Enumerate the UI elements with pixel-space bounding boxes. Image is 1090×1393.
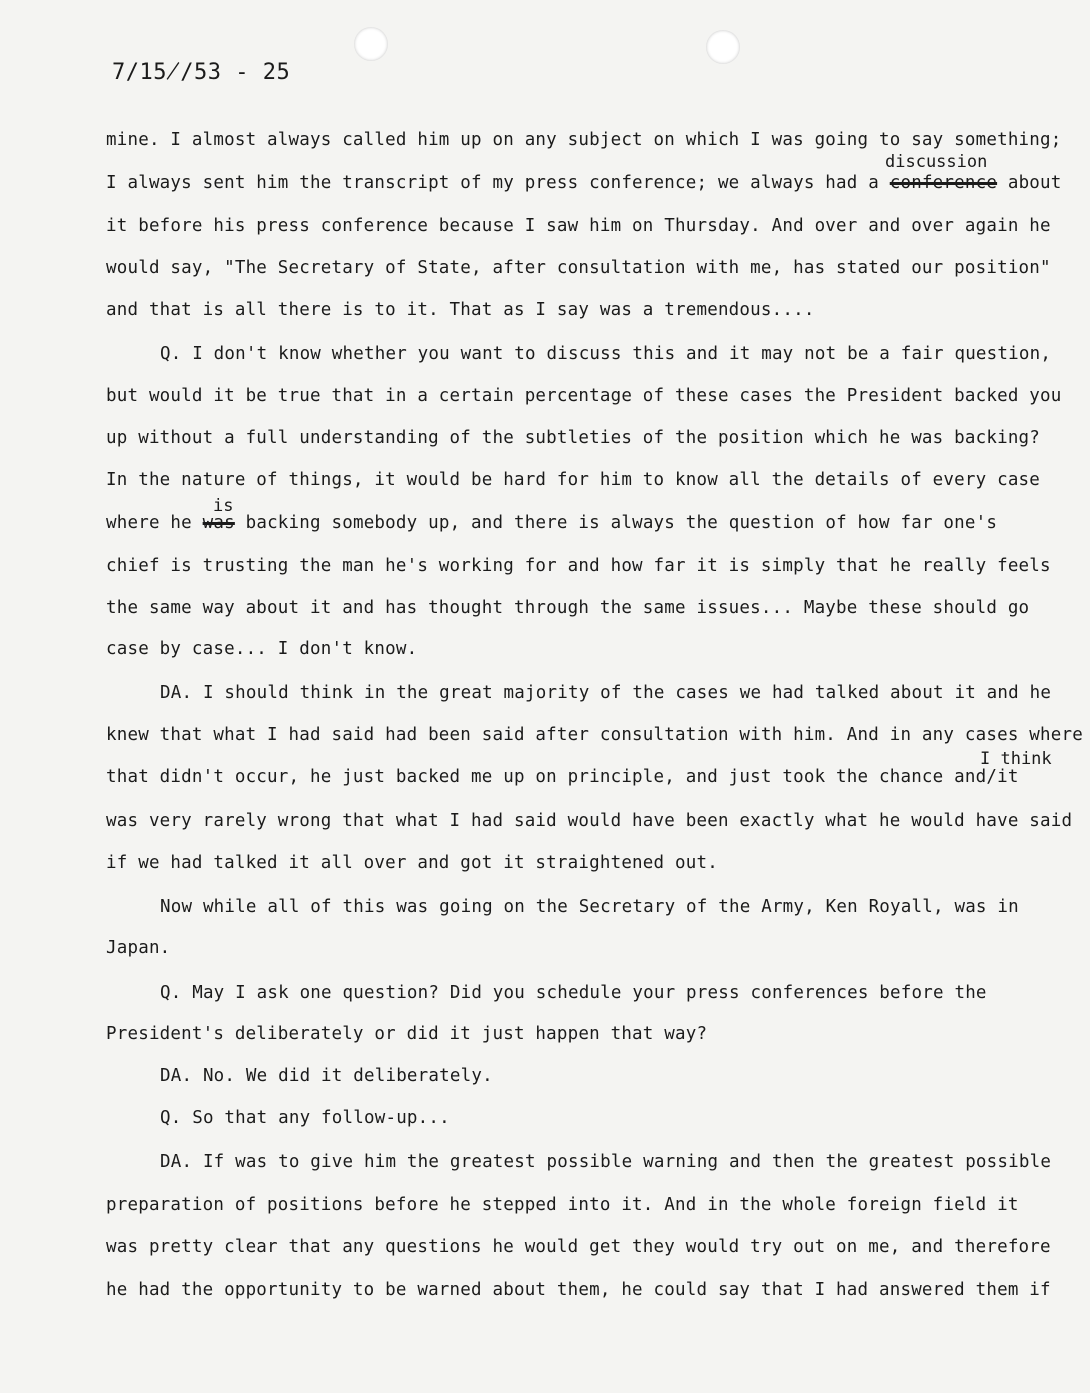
text-line: preparation of positions before he stepped into it. And in the whole foreign field it <box>106 1195 1019 1215</box>
text-line: was pretty clear that any questions he would get they would try out on me, and therefore <box>106 1237 1051 1257</box>
text-line: Q. I don't know whether you want to discuss this and it may not be a fair question, <box>160 344 1052 364</box>
text-line: DA. No. We did it deliberately. <box>160 1066 493 1086</box>
text-line: knew that what I had said had been said after consultation with him. And in any cases where <box>106 725 1083 745</box>
struck-text: was <box>202 513 235 533</box>
text-line: that didn't occur, he just backed me up on principle, and just took the chance and/it <box>106 767 1019 787</box>
text-line: was very rarely wrong that what I had said would have been exactly what he would have said <box>106 811 1073 831</box>
text-segment: backing somebody up, and there is always the question of how far one's <box>234 513 998 533</box>
text-line: Japan. <box>106 938 171 958</box>
text-segment: about <box>997 173 1062 193</box>
text-line <box>106 513 997 533</box>
insertion-is: is <box>213 496 234 516</box>
text-line: Q. So that any follow-up... <box>160 1108 450 1128</box>
text-line: the same way about it and has thought through the same issues... Maybe these should go <box>106 598 1030 618</box>
page-reference: 7/15̸/53 - 25 <box>112 60 291 85</box>
text-segment: where he <box>106 513 192 533</box>
text-line: up without a full understanding of the subtleties of the position which he was backing? <box>106 428 1041 448</box>
text-line: In the nature of things, it would be hard for him to know all the details of every case <box>106 470 1041 490</box>
text-line: Q. May I ask one question? Did you schedule your press conferences before the <box>160 983 987 1003</box>
text-line: would say, "The Secretary of State, after consultation with me, has stated our position" <box>106 258 1051 278</box>
text-line: if we had talked it all over and got it straightened out. <box>106 853 718 873</box>
text-line: DA. I should think in the great majority of the cases we had talked about it and he <box>160 683 1052 703</box>
struck-text: conference <box>889 173 998 193</box>
text-segment: I always sent him the transcript of my press conference; we always had a <box>106 173 879 193</box>
insertion-discussion: discussion <box>885 152 988 172</box>
text-line: Now while all of this was going on the Secretary of the Army, Ken Royall, was in <box>160 897 1019 917</box>
text-line <box>106 173 1062 193</box>
text-line: case by case... I don't know. <box>106 639 418 659</box>
text-line: and that is all there is to it. That as I say was a tremendous.... <box>106 300 815 320</box>
punch-hole <box>354 27 388 61</box>
punch-hole <box>706 30 740 64</box>
text-line: President's deliberately or did it just happen that way? <box>106 1024 708 1044</box>
text-line: chief is trusting the man he's working for and how far it is simply that he really feels <box>106 556 1051 576</box>
text-line: it before his press conference because I saw him on Thursday. And over and over again he <box>106 216 1051 236</box>
text-line: but would it be true that in a certain percentage of these cases the President backed you <box>106 386 1062 406</box>
text-line: he had the opportunity to be warned about them, he could say that I had answered them if <box>106 1280 1051 1300</box>
text-line: DA. If was to give him the greatest possible warning and then the greatest possible <box>160 1152 1052 1172</box>
text-line: mine. I almost always called him up on any subject on which I was going to say something; <box>106 130 1062 150</box>
insertion-i-think: I think <box>980 749 1052 769</box>
